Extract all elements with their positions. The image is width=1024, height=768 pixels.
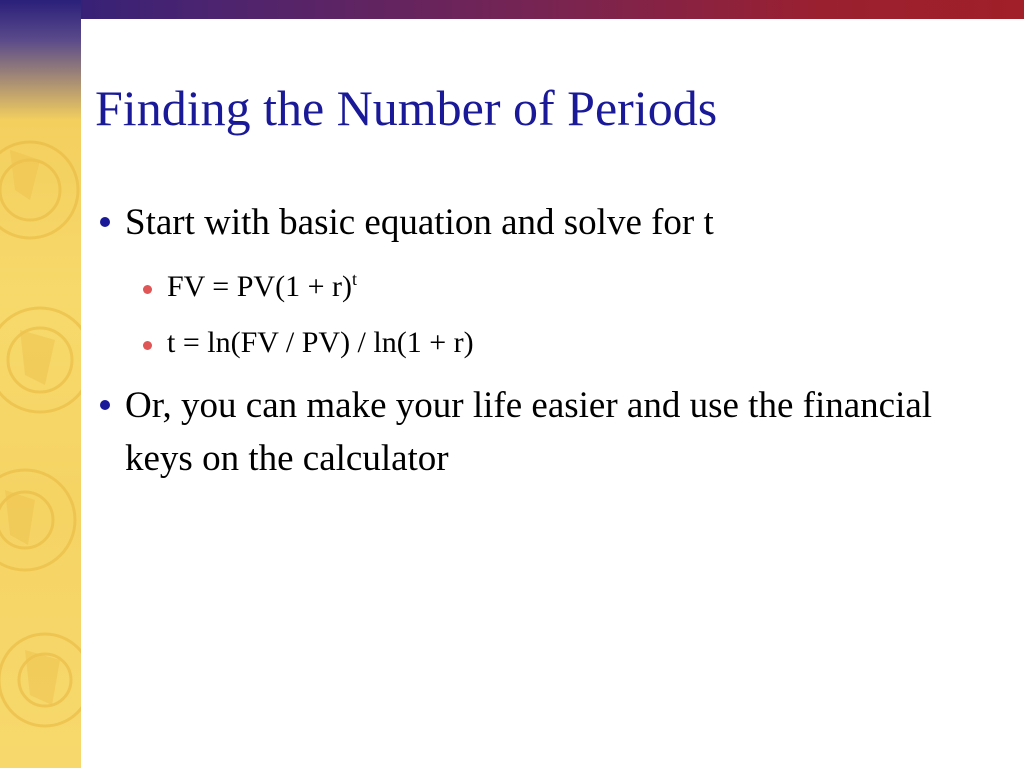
left-decorative-strip (0, 0, 81, 768)
bullet-dot-icon (100, 217, 110, 227)
bullet-text: Or, you can make your life easier and use the financial keys on the calculator (125, 385, 933, 479)
formula-t: t = ln(FV / PV) / ln(1 + r) (167, 326, 474, 359)
bullet-item (95, 196, 995, 249)
slide-title: Finding the Number of Periods (95, 80, 718, 136)
sub-bullet-item (95, 259, 995, 315)
bullet-list (95, 196, 995, 495)
slide-content (95, 0, 1005, 768)
bullet-dot-icon (100, 400, 110, 410)
sub-bullet-item (95, 315, 995, 371)
bullet-text: Start with basic equation and solve for t (125, 202, 714, 243)
formula-fv: FV = PV(1 + r) (167, 270, 352, 303)
bullet-item (95, 379, 995, 485)
sub-bullet-group (95, 259, 995, 371)
decorative-pattern-icon (0, 0, 81, 768)
sub-bullet-dot-icon (143, 285, 152, 294)
sub-bullet-dot-icon (143, 341, 152, 350)
sub-bullet-list (95, 259, 995, 371)
formula-exponent: t (351, 269, 357, 289)
